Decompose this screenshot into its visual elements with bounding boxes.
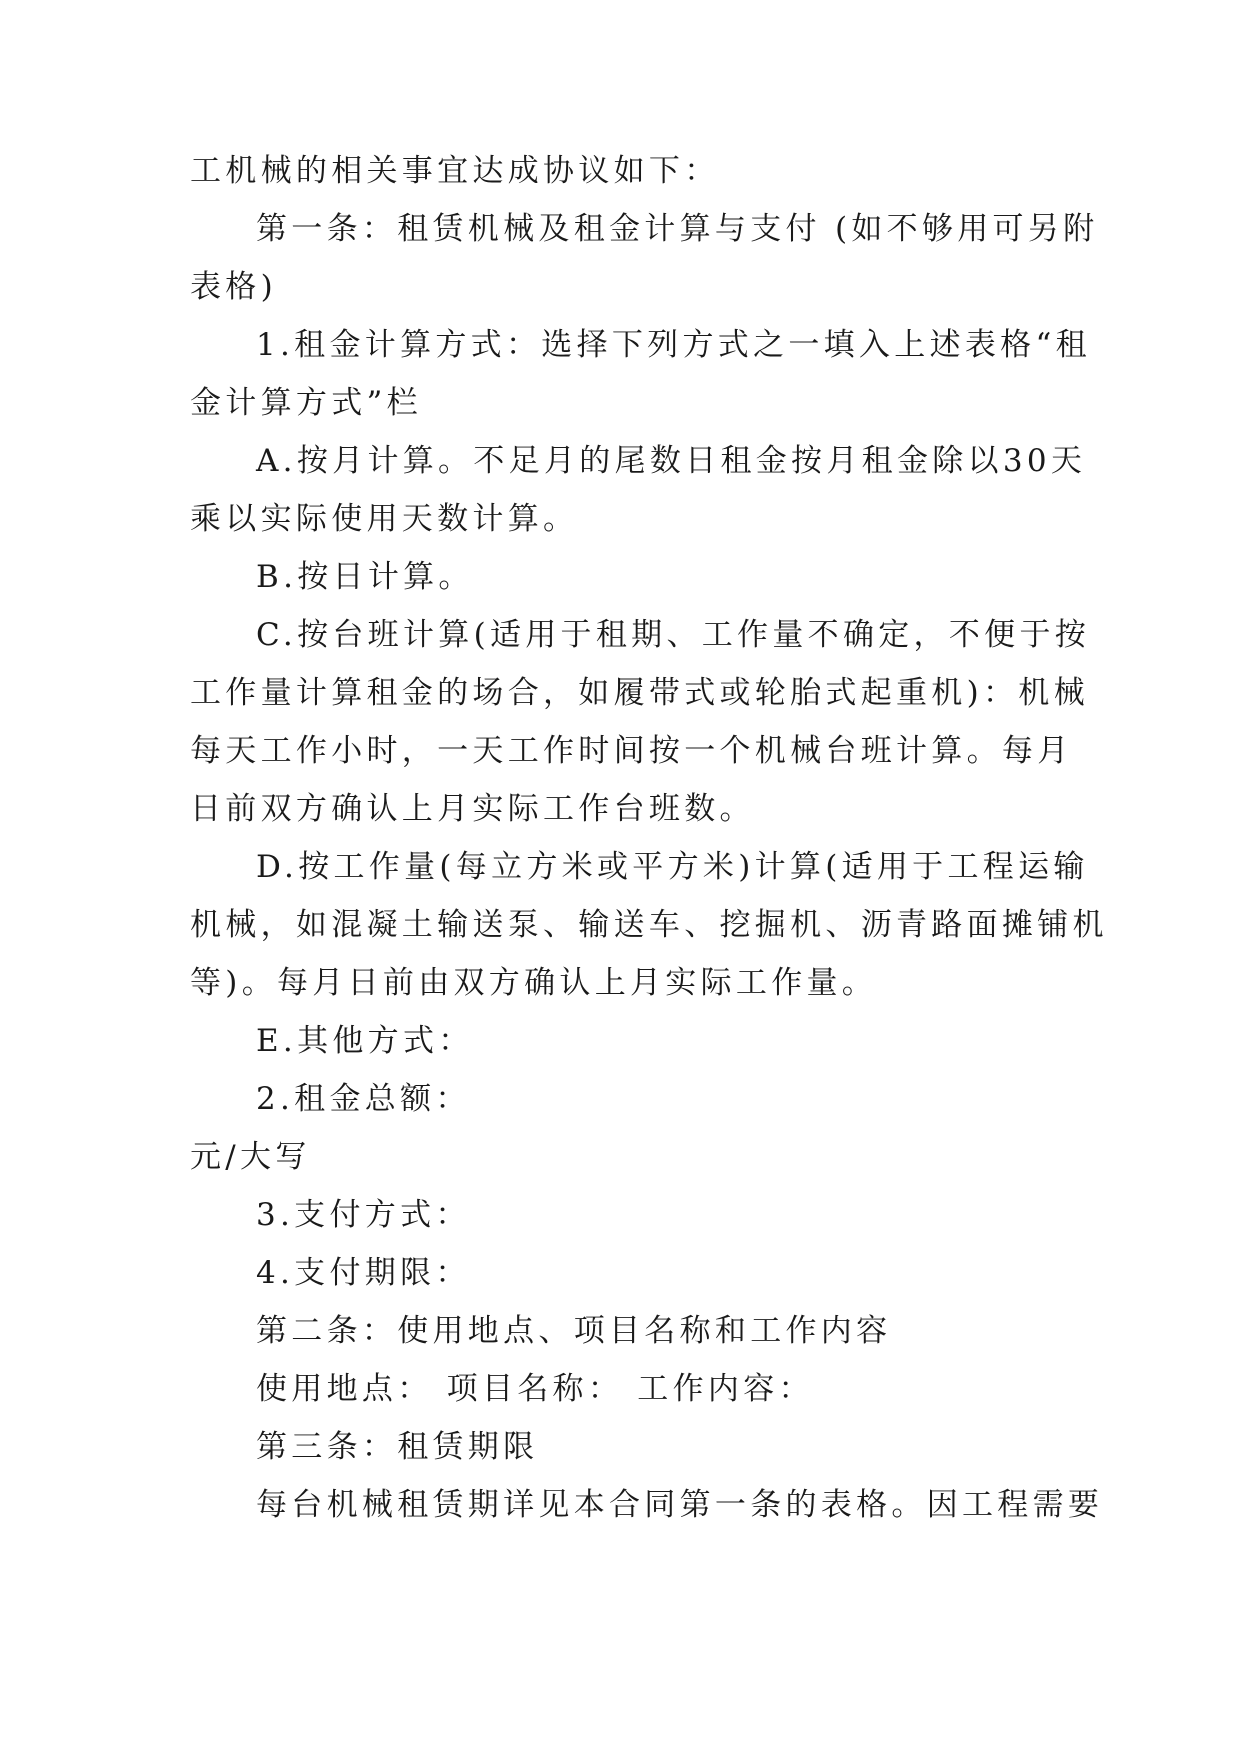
text-line: 表格) xyxy=(190,269,277,305)
option-item: C.按台班计算(适用于租期、工作量不确定，不便于按 xyxy=(256,617,1091,653)
text-line: 等)。每月日前由双方确认上月实际工作量。 xyxy=(190,965,878,1001)
text-line: 金计算方式”栏 xyxy=(190,385,422,421)
article-heading: 第三条：租赁期限 xyxy=(256,1429,539,1465)
text-line: 每台机械租赁期详见本合同第一条的表格。因工程需要 xyxy=(256,1487,1104,1523)
text-line: 机械，如混凝土输送泵、输送车、挖掘机、沥青路面摊铺机 xyxy=(190,907,1108,943)
clause-item: 3.支付方式： xyxy=(256,1197,471,1233)
text-line: 元/大写 xyxy=(190,1139,311,1175)
article-heading: 第一条：租赁机械及租金计算与支付 (如不够用可另附 xyxy=(256,211,1099,247)
text-line: 工机械的相关事宜达成协议如下： xyxy=(190,153,720,189)
option-item: B.按日计算。 xyxy=(256,559,474,595)
option-item: E.其他方式： xyxy=(256,1023,474,1059)
text-line: 乘以实际使用天数计算。 xyxy=(190,501,579,537)
text-line: 日前双方确认上月实际工作台班数。 xyxy=(190,791,755,827)
text-line: 使用地点： 项目名称： 工作内容： xyxy=(256,1371,814,1407)
text-line: 工作量计算租金的场合，如履带式或轮胎式起重机)：机械 xyxy=(190,675,1089,711)
option-item: A.按月计算。不足月的尾数日租金按月租金除以30天 xyxy=(256,443,1087,479)
clause-item: 2.租金总额： xyxy=(256,1081,471,1117)
text-line: 每天工作小时，一天工作时间按一个机械台班计算。每月 xyxy=(190,733,1073,769)
clause-item: 1.租金计算方式：选择下列方式之一填入上述表格“租 xyxy=(256,327,1091,363)
article-heading: 第二条：使用地点、项目名称和工作内容 xyxy=(256,1313,892,1349)
option-item: D.按工作量(每立方米或平方米)计算(适用于工程运输 xyxy=(256,849,1089,885)
clause-item: 4.支付期限： xyxy=(256,1255,471,1291)
